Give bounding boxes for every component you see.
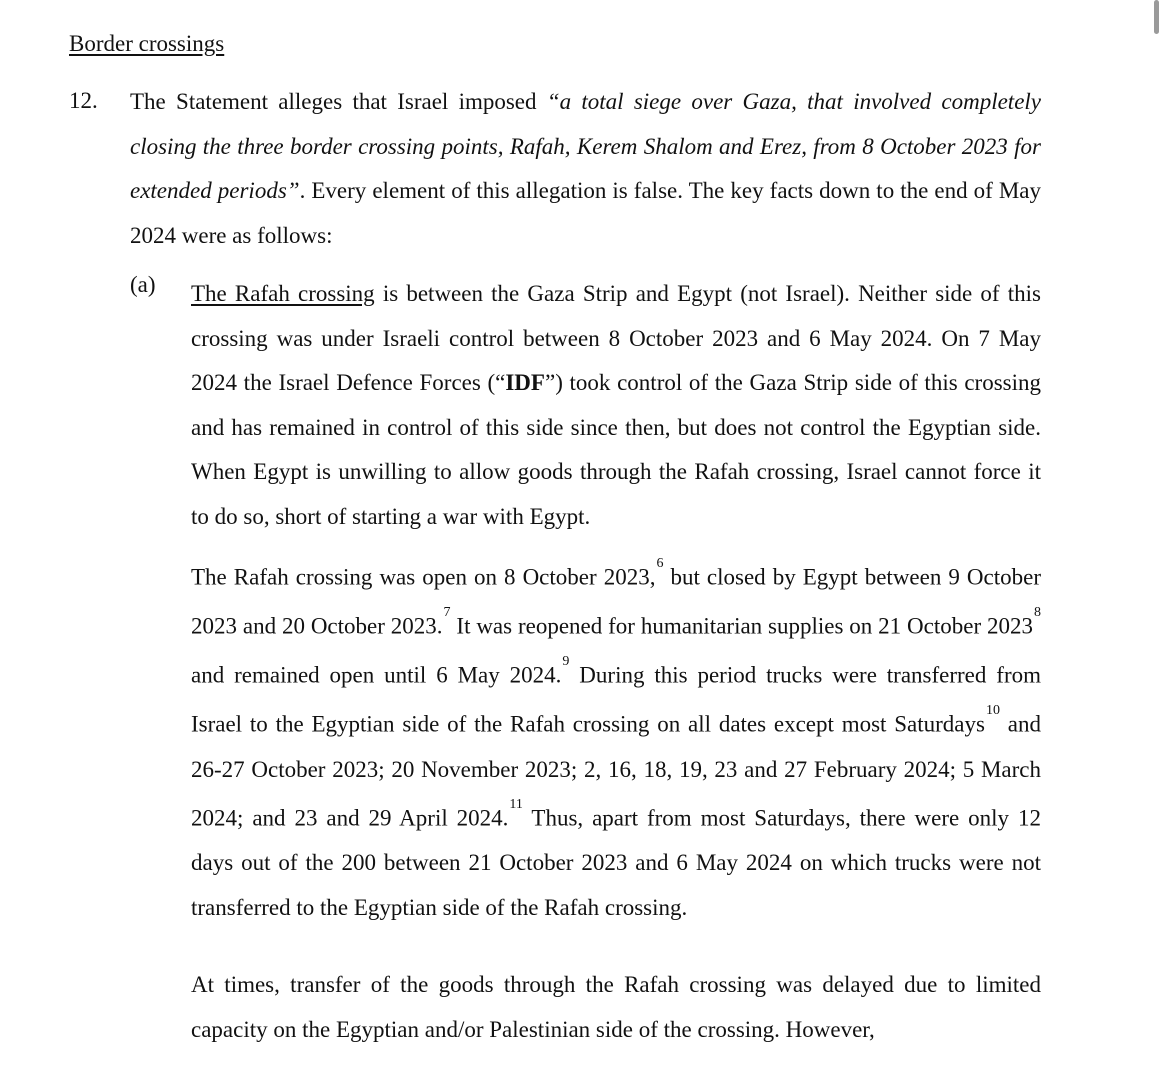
paragraph-12-sentence: The Statement alleges that Israel imposed bbox=[130, 89, 547, 114]
footnote-ref-11[interactable]: 11 bbox=[509, 797, 523, 813]
section-heading: Border crossings bbox=[69, 31, 225, 56]
footnote-ref-10[interactable]: 10 bbox=[985, 703, 1000, 719]
sentence-open-8-oct: The Rafah crossing was open on 8 October 2023, bbox=[191, 564, 656, 590]
statement-quote: “a total siege over Gaza, that involved completely closing the three border crossing points, Rafah, Kerem Shalom and Erez, from 8 October 2023 for extended periods” bbox=[130, 89, 1041, 203]
subparagraph-a-text-1-part-2: ”) took control of the Gaza Strip side of this crossing and has remained in control of this side since then, but does not control the Egyptian side. When Egypt is unwilling to allow goods through the Rafah crossing, Israel cannot force it to do so, short of starting a war with Egypt. bbox=[191, 370, 1041, 529]
footnote-ref-6[interactable]: 6 bbox=[656, 556, 664, 571]
subparagraph-a-text-3: At times, transfer of the goods through the Rafah crossing was delayed due to limited capacity on the Egyptian and/or Palestinian side of the crossing. However, bbox=[191, 972, 1041, 1042]
footnote-ref-8[interactable]: 8 bbox=[1034, 605, 1041, 621]
sentence-trucks-transferred: During this period trucks were transferred from Israel to the Egyptian side of the Rafah crossing on all dates except most Saturdays bbox=[191, 662, 1041, 738]
sentence-remained-open: and remained open until 6 May 2024. bbox=[191, 662, 562, 688]
sentence-summary: Thus, apart from most Saturdays, there were only 12 days out of the 200 between 21 October 2023 and 6 May 2024 on which trucks were not transferred to the Egyptian side of the Rafah crossing. bbox=[191, 805, 1041, 920]
paragraph-12-text bbox=[130, 80, 1041, 258]
subparagraph-a-text-2 bbox=[191, 551, 1041, 930]
sentence-exception-dates: and 26-27 October 2023; 20 November 2023; 2, 16, 18, 19, 23 and 27 February 2024; 5 March 2024; and 23 and 29 April 2024. bbox=[191, 712, 1041, 831]
sentence-reopened: It was reopened for humanitarian supplies on 21 October 2023 bbox=[450, 613, 1033, 639]
footnote-ref-7[interactable]: 7 bbox=[443, 605, 451, 621]
subparagraph-label: (a) bbox=[130, 272, 156, 297]
paragraph-number: 12. bbox=[69, 88, 98, 113]
sentence-closed-by-egypt: but closed by Egypt between 9 October 2023 and 20 October 2023. bbox=[191, 564, 1042, 639]
subparagraph-a-text-1-part-1: is between the Gaza Strip and Egypt (not Israel). Neither side of this crossing was under Israeli control between 8 October 2023 and 6 May 2024. On 7 May 2024 the Israel Defence Forces (“ bbox=[191, 281, 1041, 395]
rafah-crossing-term: The Rafah crossing bbox=[191, 281, 375, 306]
footnote-ref-9[interactable]: 9 bbox=[562, 654, 570, 670]
idf-defined-term: IDF bbox=[505, 370, 545, 395]
scrollbar-thumb[interactable] bbox=[1154, 0, 1159, 34]
paragraph-12-conclusion: . Every element of this allegation is false. The key facts down to the end of May 2024 were as follows: bbox=[130, 178, 1042, 248]
subparagraph-a-text-1 bbox=[191, 272, 1041, 539]
